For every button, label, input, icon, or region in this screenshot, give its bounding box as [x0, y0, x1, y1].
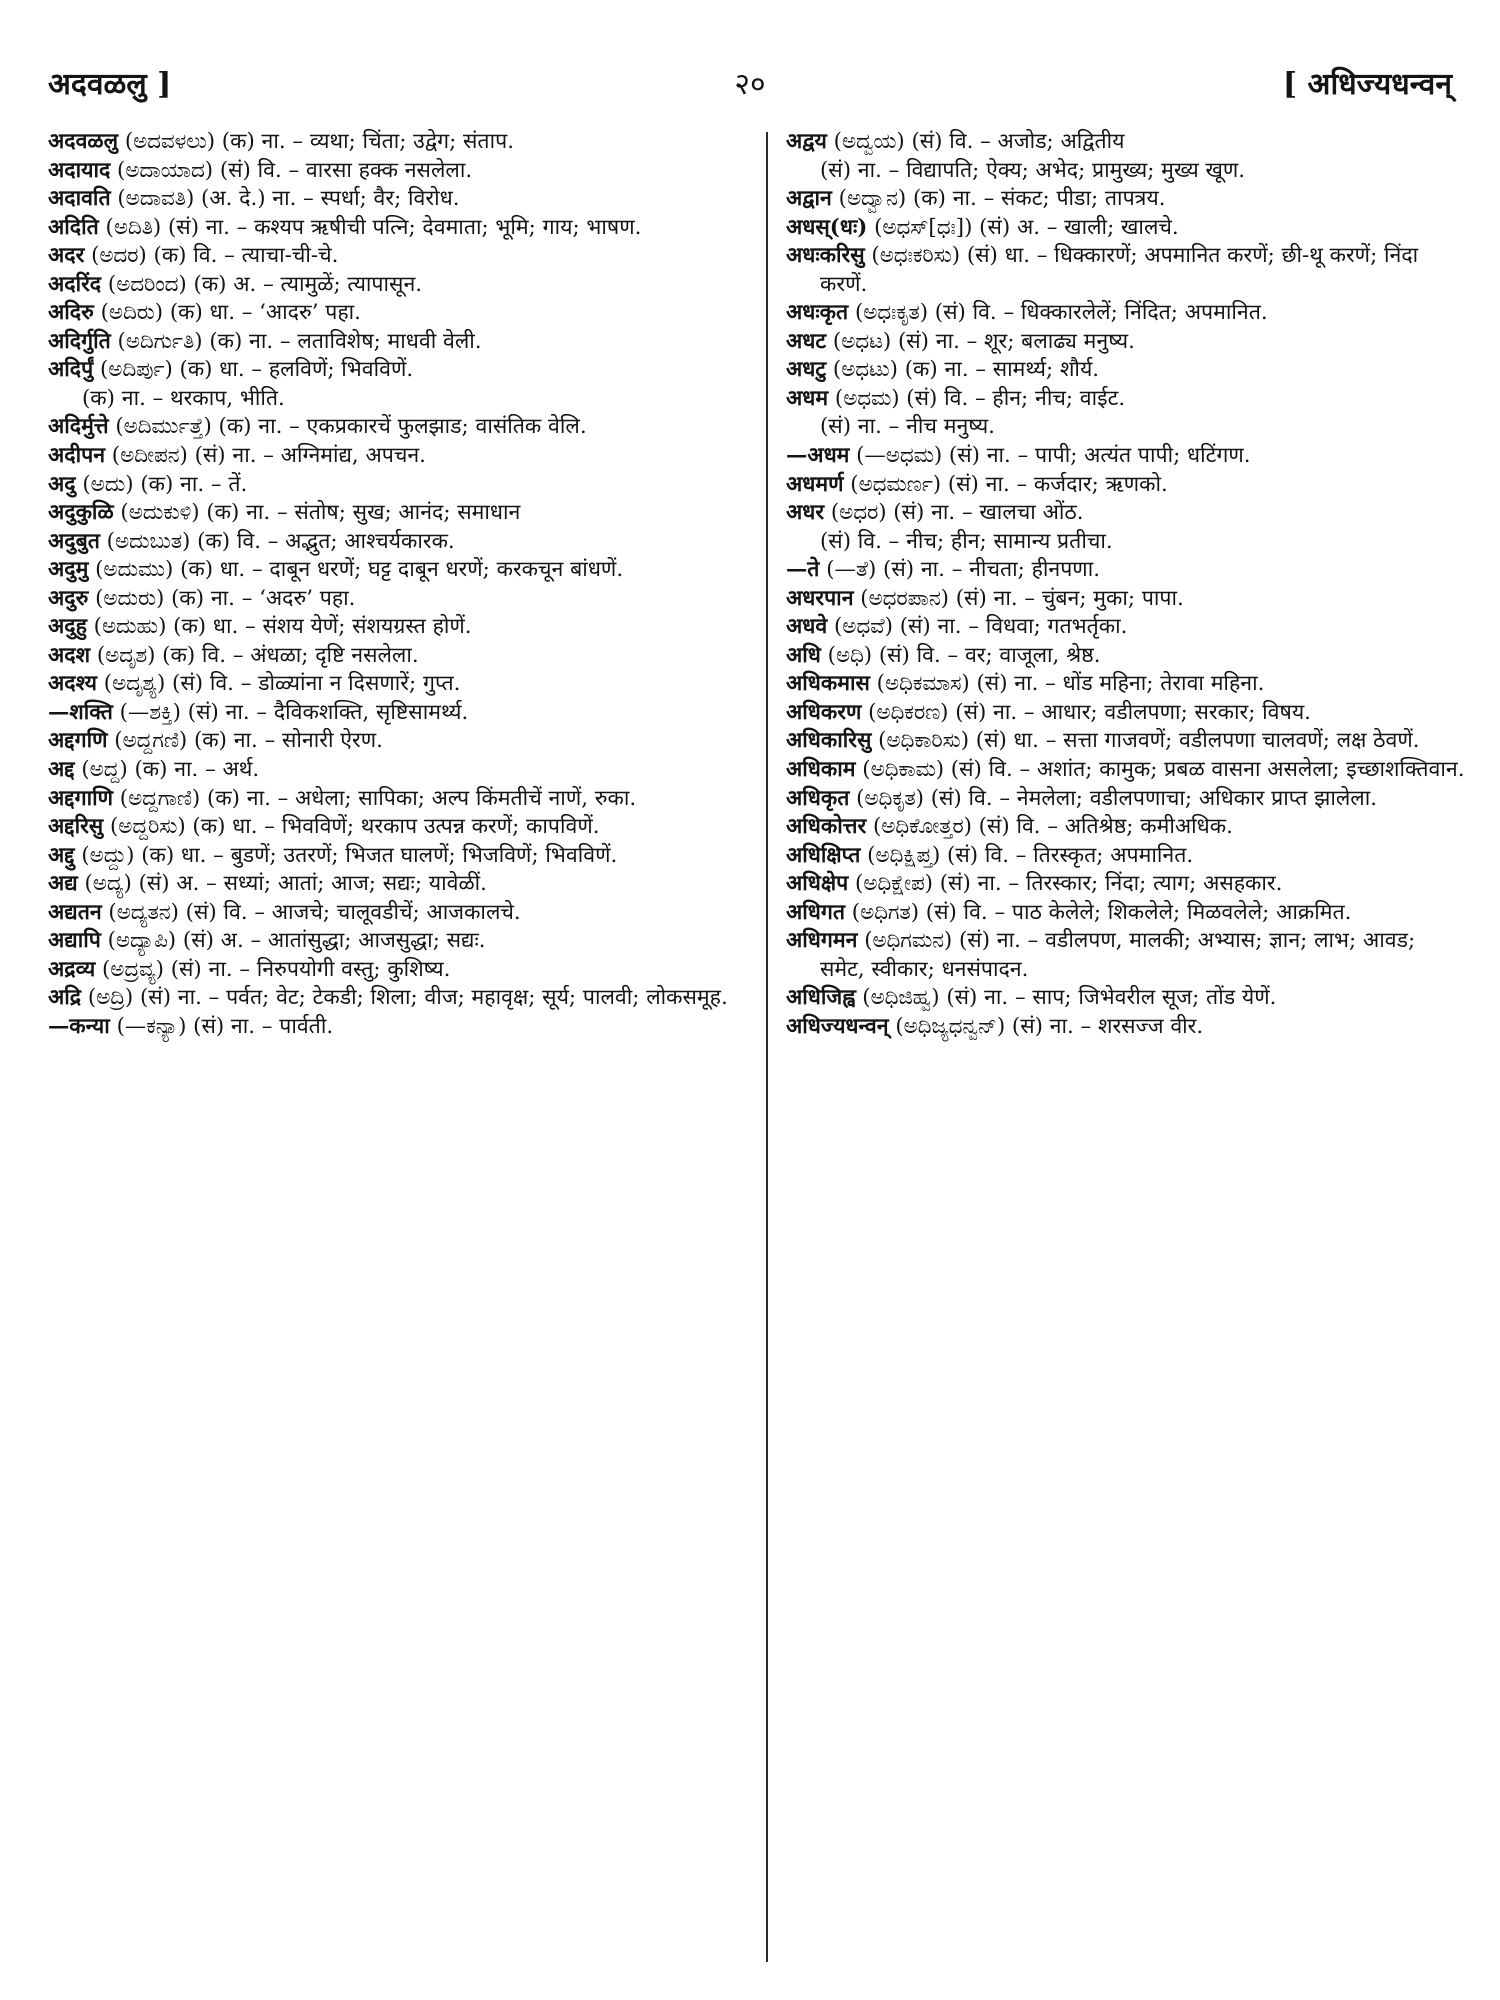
entry-headword: अदिर्मुत्ते: [48, 414, 109, 440]
entry-definition: (—ಅಧಮ) (सं) ना. – पापी; अत्यंत पापी; धटिंगण.: [849, 443, 1251, 469]
entry-headword: अदिर्गुति: [48, 328, 111, 354]
entry-headword: अदश्य: [48, 671, 97, 697]
entry-definition: (ಅಧಿಕ್ಷಿಪ್ತ) (सं) वि. – तिरस्कृत; अपमानित.: [860, 842, 1194, 868]
page-number: २०: [734, 67, 766, 102]
dictionary-entry: [786, 670, 1466, 699]
entry-definition: (ಅಧಮ) (सं) वि. – हीन; नीच; वाईट.: [828, 385, 1126, 411]
dictionary-entry: [786, 328, 1466, 357]
entry-headword: अधमर्ण: [786, 471, 844, 497]
entry-definition: (ಅಧಿಕರಣ) (सं) ना. – आधार; वडीलपणा; सरकार; विषय.: [861, 699, 1311, 725]
entry-headword: अद्यापि: [48, 928, 101, 954]
entry-definition: (ಅಧಿಗತ) (सं) वि. – पाठ केलेले; शिकलेले; मिळवलेले; आक्रमित.: [845, 899, 1352, 925]
entry-headword: अधि: [786, 642, 821, 668]
entry-definition: (ಅದ್ವಯ) (सं) वि. – अजोड; अद्वितीय: [826, 129, 1125, 154]
entry-definition: (सं) वि. – नीच; हीन; सामान्य प्रतीचा.: [820, 528, 1113, 554]
entry-definition: (ಅದ್ರಿ) (सं) ना. – पर्वत; वेट; टेकडी; शिला; वीज; महावृक्ष; सूर्य; पालवी; लोकसमूह.: [81, 985, 728, 1011]
entry-definition: (ಅದಾವತಿ) (अ. दे.) ना. – स्पर्धा; वैर; विरोध.: [110, 186, 460, 212]
entry-definition: (ಅದ್ರವ್ಯ) (सं) ना. – निरुपयोगी वस्तु; कुशिष्य.: [95, 956, 451, 982]
entry-definition: (ಅಧಃಕರಿಸು) (सं) धा. – धिक्कारणें; अपमानित करणें; छी-थू करणें; निंदा करणें.: [820, 243, 1419, 297]
header-right-guideword: [ अधिज्यधन्वन्: [1282, 67, 1452, 102]
entry-definition: (ಅದುಬುತ) (क) वि. – अद्भुत; आश्चर्यकारक.: [99, 528, 455, 554]
dictionary-entry: [48, 984, 738, 1013]
entry-headword: अद्यतन: [48, 899, 102, 925]
entry-headword: अधरपान: [786, 585, 854, 611]
entry-headword: अद्द: [48, 757, 75, 783]
entry-definition: (ಅದ್ದಗಾಣಿ) (क) ना. – अधेला; सापिका; अल्प किंमतीचें नाणें, रुका.: [113, 785, 637, 811]
entry-definition: (ಅದು) (क) ना. – तें.: [75, 471, 248, 497]
entry-headword: अदायाद: [48, 157, 111, 183]
entry-definition: (ಅದ್ಯತನ) (सं) वि. – आजचे; चालूवडीचें; आजकालचे.: [101, 899, 521, 925]
entry-headword: अद्वान: [786, 186, 832, 212]
entry-headword: अद्दरिसु: [48, 814, 104, 840]
dictionary-entry: [786, 299, 1466, 328]
entry-definition: (ಅದ್ದ) (क) ना. – अर्थ.: [74, 757, 260, 783]
page-header: [48, 62, 1452, 112]
entry-definition: (ಅಧಿಕಾಮ) (सं) वि. – अशांत; कामुक; प्रबळ वासना असलेला; इच्छाशक्तिवान.: [855, 757, 1465, 783]
dictionary-entry: [48, 328, 738, 357]
entry-headword: अदर: [48, 243, 85, 269]
entry-definition: (ಅದುಹು) (क) धा. – संशय येणें; संशयग्रस्त होणें.: [86, 614, 472, 640]
header-left-guideword: अदवळलु ]: [48, 67, 172, 102]
dictionary-entry: [786, 756, 1466, 785]
dictionary-entry: [786, 499, 1466, 528]
entry-definition: (ಅಧಟ) (सं) ना. – शूर; बलाढ्य मनुष्य.: [826, 328, 1135, 354]
entry-headword: अधम: [786, 385, 829, 411]
entry-definition: (ಅಧಿಕಾರಿಸು) (सं) धा. – सत्ता गाजवणें; वडीलपणा चालवणें; लक्ष ठेवणें.: [871, 728, 1420, 754]
entry-headword: अदावति: [48, 186, 111, 212]
entry-definition: (ಅಧವೆ) (सं) ना. – विधवा; गतभर्तृका.: [827, 614, 1128, 640]
entry-headword: अधटु: [786, 357, 827, 383]
entry-definition: (सं) ना. – नीच मनुष्य.: [820, 414, 995, 440]
entry-headword: अधिकरण: [786, 699, 862, 725]
dictionary-entry: [786, 185, 1466, 214]
entry-headword: अदुमु: [48, 557, 89, 583]
entry-headword: अद्य: [48, 871, 78, 897]
dictionary-entry: [48, 471, 738, 500]
dictionary-entry: [48, 642, 738, 671]
entry-definition: (ಅದೀಪನ) (सं) ना. – अग्निमांद्य, अपचन.: [105, 443, 426, 469]
dictionary-entry: [786, 642, 1466, 671]
dictionary-entry: [48, 299, 738, 328]
dictionary-entry: [48, 699, 738, 728]
entry-headword: अदिति: [48, 214, 99, 240]
entry-headword: अद्दु: [48, 842, 75, 868]
entry-headword: अद्दगणि: [48, 728, 108, 754]
entry-definition: (ಅದಾಯಾದ) (सं) वि. – वारसा हक्क नसलेला.: [110, 157, 473, 183]
entry-definition: (ಅಧಿಕೋತ್ತರ) (सं) वि. – अतिश्रेष्ठ; कमीअधिक.: [866, 814, 1233, 840]
entry-headword: अधिकमास: [786, 671, 870, 697]
left-column: [48, 128, 738, 1042]
entry-headword: अधिकारिसु: [786, 728, 872, 754]
entry-definition: (ಅಧಸ್[ಧಃ]) (सं) अ. – खाली; खालचे.: [867, 214, 1179, 240]
entry-definition: (ಅಧರ) (सं) ना. – खालचा ओंठ.: [824, 500, 1084, 526]
entry-headword: अधिकृत: [786, 785, 850, 811]
dictionary-entry: [48, 385, 738, 414]
entry-headword: अधस्(धः): [786, 214, 868, 240]
entry-headword: अद्रव्य: [48, 956, 96, 982]
dictionary-entry: [786, 214, 1466, 243]
dictionary-entry: [48, 899, 738, 928]
dictionary-entry: [786, 471, 1466, 500]
entry-definition: (ಅದುಕುಳಿ) (क) ना. – संतोष; सुख; आनंद; समाधान: [113, 500, 521, 526]
dictionary-entry: [48, 785, 738, 814]
entry-definition: (ಅದೃಶ್ಯ) (सं) वि. – डोळ्यांना न दिसणारें; गुप्त.: [96, 671, 461, 697]
entry-definition: (ಅದವಳಲು) (क) ना. – व्यथा; चिंता; उद्वेग; संताप.: [118, 129, 514, 154]
dictionary-entry: [786, 699, 1466, 728]
entry-headword: अधःकृत: [786, 300, 849, 326]
dictionary-entry: [48, 585, 738, 614]
entry-definition: (ಅದುರು) (क) ना. – ‘अदरु’ पहा.: [88, 585, 356, 611]
entry-definition: (ಅದಿರ್ಮುತ್ತೆ) (क) ना. – एकप्रकारचें फुलझाड; वासंतिक वेलि.: [108, 414, 587, 440]
dictionary-entry: [786, 413, 1466, 442]
dictionary-entry: [786, 242, 1466, 299]
entry-headword: अधिक्षिप्त: [786, 842, 861, 868]
entry-definition: (ಅದ್ದು) (क) धा. – बुडणें; उतरणें; भिजत घालणें; भिजविणें; भिवविणें.: [74, 842, 618, 868]
dictionary-entry: [48, 413, 738, 442]
dictionary-entry: [786, 157, 1466, 186]
entry-headword: अदरिंद: [48, 271, 102, 297]
entry-definition: (ಅದ್ದರಿಸು) (क) धा. – भिवविणें; थरकाप उत्पन्न करणें; कापविणें.: [103, 814, 600, 840]
dictionary-entry: [48, 271, 738, 300]
dictionary-entry: [48, 128, 738, 157]
entry-definition: (ಅದಿತಿ) (सं) ना. – कश्यप ऋषीची पत्नि; देवमाता; भूमि; गाय; भाषण.: [98, 214, 642, 240]
entry-definition: (ಅದುಮು) (क) धा. – दाबून धरणें; घट्ट दाबून धरणें; करकचून बांधणें.: [88, 557, 624, 583]
entry-definition: (ಅದರ) (क) वि. – त्याचा-ची-चे.: [84, 243, 339, 269]
entry-definition: (ಅಧಿಕ್ಷೇಪ) (सं) ना. – तिरस्कार; निंदा; त्याग; असहकार.: [848, 871, 1283, 897]
dictionary-entry: [786, 613, 1466, 642]
entry-definition: (ಅಧರಪಾನ) (सं) ना. – चुंबन; मुका; पापा.: [853, 585, 1184, 611]
entry-headword: अधिगत: [786, 899, 846, 925]
entry-headword: अधिज्यधन्वन्: [786, 1013, 889, 1039]
dictionary-entry: [786, 1013, 1466, 1042]
dictionary-entry: [48, 613, 738, 642]
entry-definition: (ಅದೃಶ) (क) वि. – अंधळा; दृष्टि नसलेला.: [90, 642, 419, 668]
entry-definition: (—ಕನ್ಯಾ) (सं) ना. – पार्वती.: [109, 1013, 334, 1039]
entry-headword: —ते: [786, 557, 820, 583]
entry-headword: अदश: [48, 642, 91, 668]
entry-definition: (ಅದ್ಯ) (सं) अ. – सध्यां; आतां; आज; सद्यः; यावेळीं.: [77, 871, 487, 897]
entry-definition: (ಅದಿರು) (क) धा. – ‘आदरु’ पहा.: [93, 300, 361, 326]
entry-headword: अदुकुळि: [48, 500, 114, 526]
dictionary-entry: [48, 870, 738, 899]
dictionary-entry: [786, 785, 1466, 814]
dictionary-entry: [48, 442, 738, 471]
entry-headword: अधवे: [786, 614, 828, 640]
entry-headword: अधट: [786, 328, 827, 354]
entry-definition: (ಅದಿರ್ಪು) (क) धा. – हलविणें; भिवविणें.: [93, 357, 414, 383]
entry-headword: अधिजिह्व: [786, 985, 856, 1011]
entry-headword: अद्रि: [48, 985, 82, 1011]
column-divider: [766, 132, 768, 1962]
dictionary-entry: [48, 157, 738, 186]
dictionary-entry: [48, 956, 738, 985]
dictionary-entry: [48, 356, 738, 385]
entry-definition: (ಅದರಿಂದ) (क) अ. – त्यामुळें; त्यापासून.: [101, 271, 423, 297]
dictionary-entry: [786, 984, 1466, 1013]
dictionary-entry: [48, 556, 738, 585]
right-column: [786, 128, 1466, 1042]
dictionary-entry: [786, 442, 1466, 471]
entry-definition: (ಅಧಃಕೃತ) (सं) वि. – धिक्कारलेलें; निंदित; अपमानित.: [848, 300, 1268, 326]
dictionary-entry: [48, 499, 738, 528]
dictionary-entry: [786, 128, 1466, 157]
entry-headword: अधर: [786, 500, 825, 526]
dictionary-entry: [48, 727, 738, 756]
dictionary-entry: [48, 927, 738, 956]
entry-headword: अदुहु: [48, 614, 87, 640]
dictionary-entry: [786, 356, 1466, 385]
entry-headword: अधःकरिसु: [786, 243, 865, 269]
entry-definition: (क) ना. – थरकाप, भीति.: [82, 385, 285, 411]
dictionary-entry: [786, 727, 1466, 756]
entry-definition: (ಅದಿರ್ಗುತಿ) (क) ना. – लताविशेष; माधवी वेली.: [110, 328, 482, 354]
entry-headword: अदवळलु: [48, 129, 119, 154]
dictionary-entry: [48, 1013, 738, 1042]
entry-headword: अद्दगाणि: [48, 785, 113, 811]
dictionary-entry: [786, 927, 1466, 984]
entry-headword: अदिर्पुं: [48, 357, 94, 383]
entry-definition: (ಅಧಮರ್ಣ) (सं) ना. – कर्जदार; ऋणको.: [843, 471, 1168, 497]
entry-definition: (ಅಧಿಕೃತ) (सं) वि. – नेमलेला; वडीलपणाचा; अधिकार प्राप्त झालेला.: [849, 785, 1378, 811]
dictionary-entry: [786, 870, 1466, 899]
dictionary-entry: [48, 670, 738, 699]
entry-definition: (ಅಧಿಕಮಾಸ) (सं) ना. – धोंड महिना; तेरावा महिना.: [869, 671, 1265, 697]
dictionary-entry: [786, 813, 1466, 842]
entry-definition: (ಅದ್ವಾನ) (क) ना. – संकट; पीडा; तापत्रय.: [831, 186, 1166, 212]
dictionary-entry: [786, 842, 1466, 871]
entry-headword: —अधम: [786, 443, 850, 469]
dictionary-entry: [48, 813, 738, 842]
entry-definition: (—ಶಕ್ತಿ) (सं) ना. – दैविकशक्ति, सृष्टिसामर्थ्य.: [112, 699, 469, 725]
entry-headword: अदुरु: [48, 585, 89, 611]
dictionary-entry: [48, 214, 738, 243]
entry-headword: अधिगमन: [786, 928, 858, 954]
dictionary-entry: [48, 242, 738, 271]
entry-headword: अदु: [48, 471, 76, 497]
entry-headword: अदुबुत: [48, 528, 100, 554]
entry-headword: अद्वय: [786, 129, 827, 154]
entry-definition: (—ತೆ) (सं) ना. – नीचता; हीनपणा.: [819, 557, 1100, 583]
entry-headword: —शक्ति: [48, 699, 113, 725]
entry-definition: (सं) ना. – विद्यापति; ऐक्य; अभेद; प्रामुख्य; मुख्य खूण.: [820, 157, 1246, 183]
dictionary-entry: [786, 556, 1466, 585]
entry-headword: अदीपन: [48, 443, 106, 469]
entry-headword: —कन्या: [48, 1013, 110, 1039]
entry-definition: (ಅಧಿಜಿಹ್ವ) (सं) ना. – साप; जिभेवरील सूज; तोंड येणें.: [855, 985, 1277, 1011]
dictionary-entry: [786, 899, 1466, 928]
dictionary-entry: [48, 842, 738, 871]
entry-definition: (ಅಧಟು) (क) ना. – सामर्थ्य; शौर्य.: [826, 357, 1100, 383]
entry-headword: अधिकाम: [786, 757, 856, 783]
entry-headword: अधिकोत्तर: [786, 814, 867, 840]
entry-headword: अदिरु: [48, 300, 94, 326]
dictionary-entry: [48, 185, 738, 214]
entry-headword: अधिक्षेप: [786, 871, 849, 897]
dictionary-entry: [786, 528, 1466, 557]
dictionary-entry: [48, 528, 738, 557]
dictionary-entry: [786, 585, 1466, 614]
entry-definition: (ಅಧಿಜ್ಯಧನ್ವನ್) (सं) ना. – शरसज्ज वीर.: [888, 1013, 1204, 1039]
dictionary-entry: [786, 385, 1466, 414]
dictionary-entry: [48, 756, 738, 785]
entry-definition: (ಅದ್ದಗಣಿ) (क) ना. – सोनारी ऐरण.: [107, 728, 383, 754]
entry-definition: (ಅಧಿಗಮನ) (सं) ना. – वडीलपण, मालकी; अभ्यास; ज्ञान; लाभ; आवड; समेट, स्वीकार; धनसंपादन.: [820, 928, 1416, 982]
entry-definition: (ಅದ್ಯಾಪಿ) (सं) अ. – आतांसुद्धा; आजसुद्धा; सद्यः.: [100, 928, 486, 954]
entry-definition: (ಅಧಿ) (सं) वि. – वर; वाजूला, श्रेष्ठ.: [820, 642, 1101, 668]
